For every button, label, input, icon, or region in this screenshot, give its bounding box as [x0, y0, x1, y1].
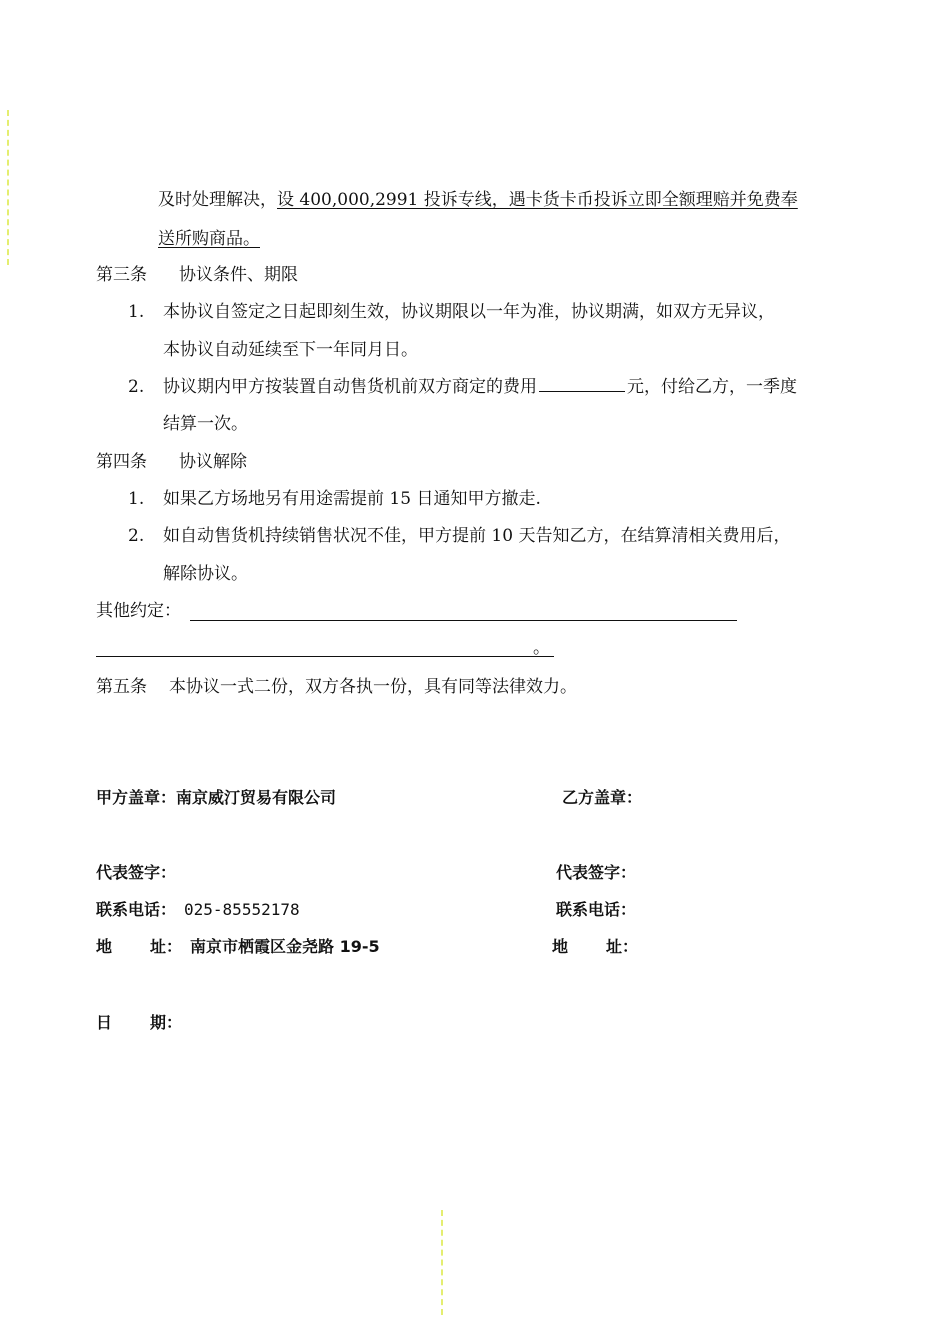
article-4-heading — [96, 450, 247, 474]
party-a-phone — [96, 898, 300, 922]
fee-amount-blank[interactable] — [539, 376, 625, 392]
article-4-item-2-line-2: 解除协议。 — [163, 564, 248, 584]
party-b-rep-signature-label: 代表签字： — [556, 863, 637, 882]
address-label-char-1: 地 — [96, 937, 113, 956]
party-b-seal-label: 乙方盖章： — [562, 788, 643, 807]
article-3-heading — [96, 263, 298, 287]
party-a-address — [96, 935, 380, 959]
article-3-item-2-line-2: 结算一次。 — [163, 414, 248, 434]
article-3-item-1-line-2: 本协议自动延续至下一年同月日。 — [163, 340, 418, 360]
article-5 — [96, 675, 577, 699]
article-3-item-1-line-1: 本协议自签定之日起即刻生效，协议期限以一年为准，协议期满，如双方无异议， — [163, 302, 775, 322]
article-3-item-1-number: 1. — [128, 302, 145, 322]
article-label: 第五条 — [96, 677, 147, 697]
date-label-char-2: 期： — [150, 1013, 183, 1032]
complaint-hotline-text: 设 400,000,2991 投诉专线，遇卡货卡币投诉立即全额理赔并免费奉 — [277, 190, 798, 210]
article-title: 协议条件、期限 — [179, 265, 298, 285]
party-b-address — [552, 935, 638, 959]
other-agreements-blank-line-1[interactable] — [190, 620, 737, 621]
article-3-item-2-number: 2. — [128, 377, 145, 397]
margin-guide-mark — [7, 110, 9, 265]
party-a-seal — [96, 786, 336, 810]
clause-text: 及时处理解决， — [158, 190, 277, 210]
fee-text-after: 元，付给乙方，一季度 — [627, 377, 797, 397]
address-label-char-2: 址： — [606, 937, 639, 956]
article-4-item-1-line-1: 如果乙方场地另有用途需提前 15 日通知甲方撤走. — [163, 489, 541, 509]
article-label: 第四条 — [96, 452, 147, 472]
address-value: 南京市栖霞区金尧路 19-5 — [190, 937, 380, 956]
other-agreements-blank-line-2[interactable] — [96, 656, 554, 657]
complaint-hotline-text-end: 送所购商品。 — [158, 229, 260, 249]
address-label-char-1: 地 — [552, 937, 569, 956]
phone-value: 025-85552178 — [184, 900, 300, 919]
article-3-item-2-line-1 — [163, 375, 797, 399]
party-a-name: 南京威汀贸易有限公司 — [176, 788, 337, 807]
phone-label: 联系电话： — [96, 900, 177, 919]
other-agreements-label: 其他约定： — [96, 601, 181, 621]
margin-guide-mark-bottom — [441, 1210, 443, 1315]
article-text: 本协议一式二份，双方各执一份，具有同等法律效力。 — [169, 677, 577, 697]
date-label-char-1: 日 — [96, 1013, 113, 1032]
other-agreements-end-mark: 。 — [533, 638, 550, 658]
party-b-phone-label: 联系电话： — [556, 900, 637, 919]
fee-text-before: 协议期内甲方按装置自动售货机前双方商定的费用 — [163, 377, 537, 397]
article-4-item-1-number: 1. — [128, 489, 145, 509]
article-title: 协议解除 — [179, 452, 247, 472]
clause-continuation-line-1 — [158, 188, 798, 212]
article-label: 第三条 — [96, 265, 147, 285]
article-4-item-2-line-1: 如自动售货机持续销售状况不佳，甲方提前 10 天告知乙方，在结算清相关费用后， — [163, 526, 791, 546]
address-label-char-2: 址： — [150, 937, 183, 956]
party-a-seal-label: 甲方盖章： — [96, 788, 177, 807]
party-a-rep-signature-label: 代表签字： — [96, 863, 177, 882]
date-label — [96, 1011, 182, 1035]
article-4-item-2-number: 2. — [128, 526, 145, 546]
clause-continuation-line-2 — [158, 227, 260, 251]
